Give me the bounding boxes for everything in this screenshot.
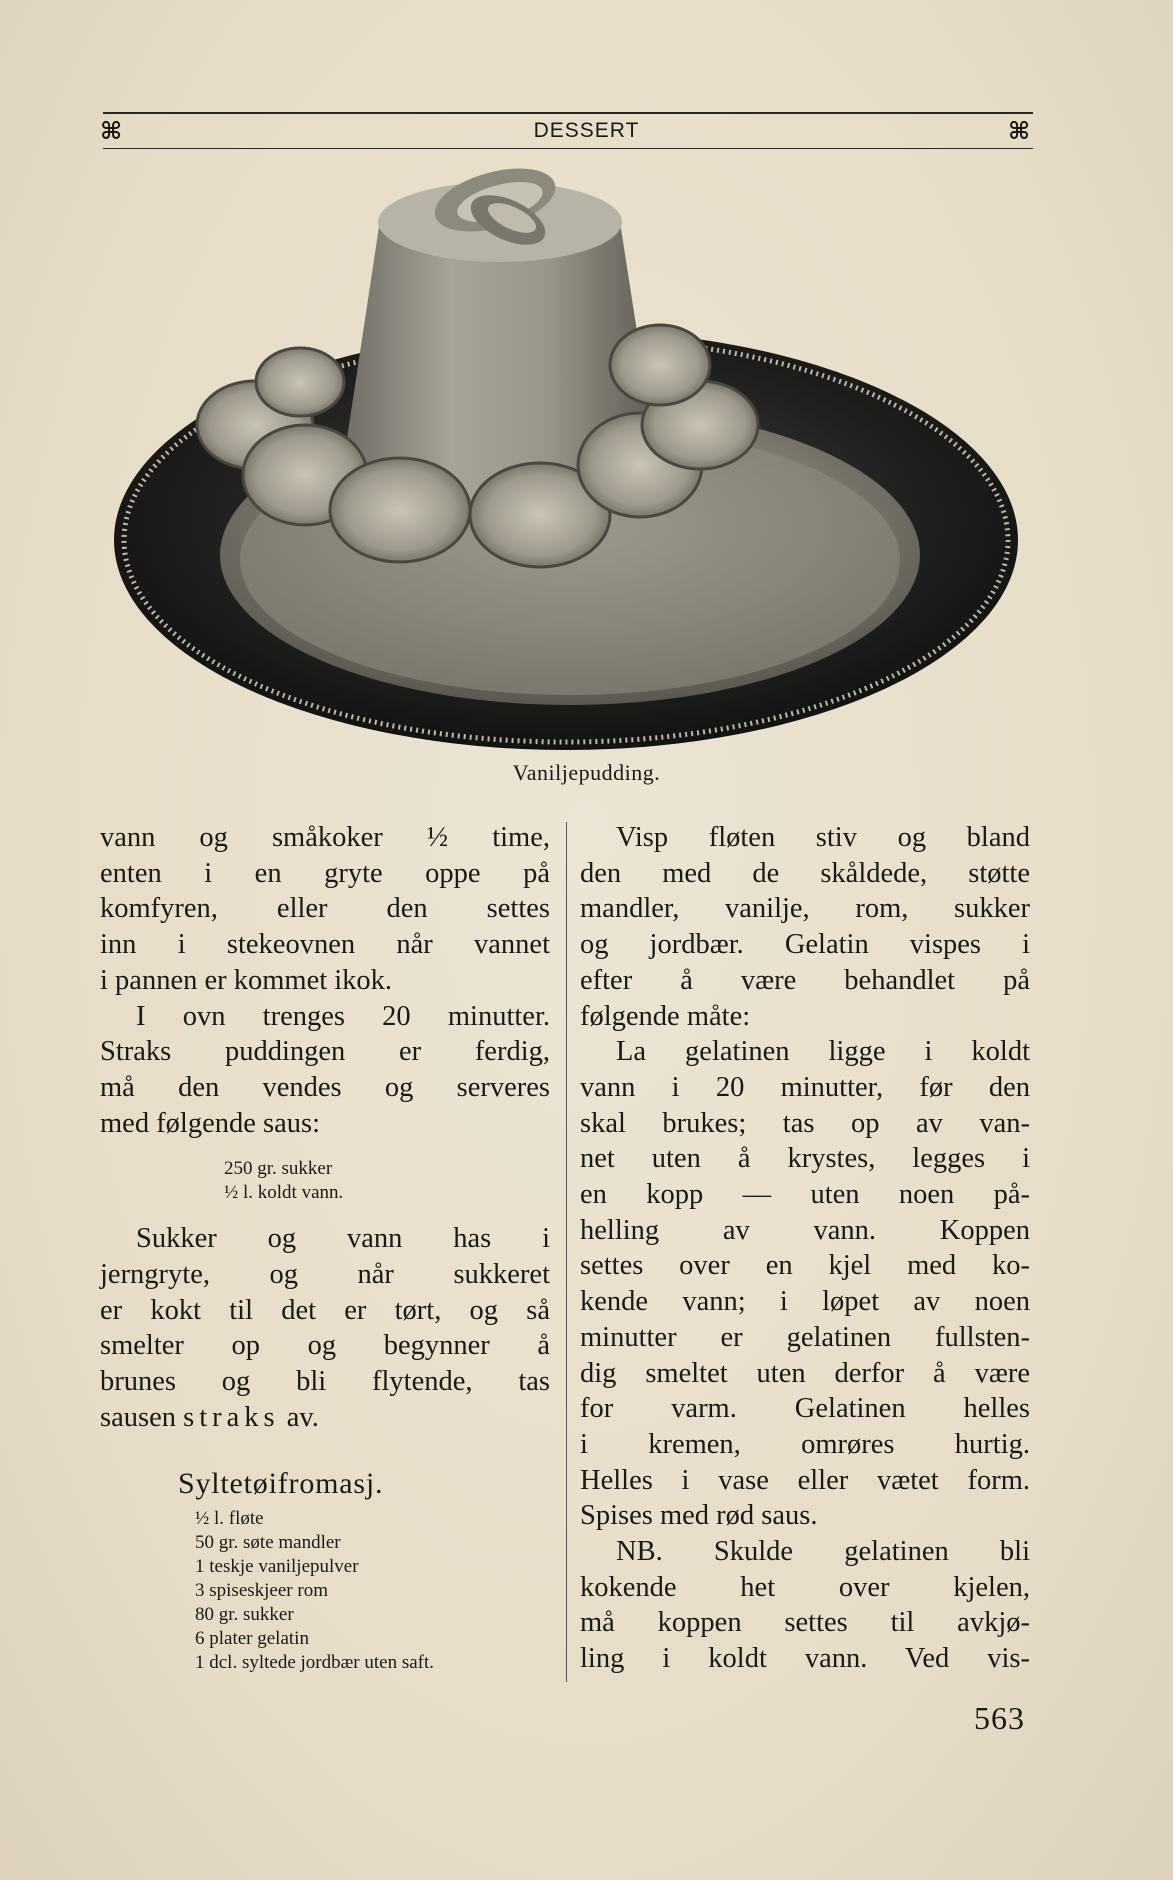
left-column — [100, 820, 550, 1691]
text-line: Straks puddingen er ferdig, — [100, 1036, 550, 1068]
text-line: net uten å krystes, legges i — [580, 1143, 1030, 1175]
left-paragraph-1 — [100, 820, 550, 999]
text-fragment: av. — [279, 1401, 319, 1433]
text-line — [100, 1400, 550, 1436]
ingredient-item: ½ l. koldt vann. — [224, 1182, 344, 1204]
ingredient-item: 50 gr. søte mandler — [195, 1532, 341, 1554]
text-line: minutter er gelatinen fullsten- — [580, 1321, 1030, 1353]
text-line: enten i en gryte oppe på — [100, 857, 550, 889]
text-line: settes over en kjel med ko- — [580, 1250, 1030, 1282]
column-divider — [566, 822, 567, 1682]
sauce-ingredient-list — [100, 1157, 550, 1205]
text-line: Spises med rød saus. — [580, 1500, 818, 1532]
right-column — [580, 820, 1030, 1677]
text-line: ling i koldt vann. Ved vis- — [580, 1643, 1030, 1675]
text-line: må koppen settes til avkjø- — [580, 1607, 1030, 1639]
fromasj-ingredient-list — [100, 1507, 550, 1675]
text-fragment: sausen — [100, 1401, 184, 1433]
right-paragraph-1 — [580, 820, 1030, 1034]
left-paragraph-2 — [100, 999, 550, 1142]
text-line: helling av vann. Koppen — [580, 1214, 1030, 1246]
running-header-title: DESSERT — [533, 119, 640, 142]
text-line: følgende måte: — [580, 1000, 751, 1032]
text-line: jerngryte, og når sukkeret — [100, 1259, 550, 1291]
figure-caption: Vaniljepudding. — [512, 760, 661, 785]
text-line: La gelatinen ligge i koldt — [616, 1036, 1030, 1068]
text-line: og jordbær. Gelatin vispes i — [580, 929, 1030, 961]
ingredient-item: 1 teskje vaniljepulver — [195, 1556, 359, 1578]
text-line: i pannen er kommet ikok. — [100, 964, 393, 996]
text-line: kokende het over kjelen, — [580, 1571, 1030, 1603]
text-line: smelter op og begynner å — [100, 1330, 550, 1362]
ingredient-item: 250 gr. sukker — [224, 1158, 333, 1180]
text-line: inn i stekeovnen når vannet — [100, 929, 550, 961]
text-line: den med de skåldede, støtte — [580, 857, 1030, 889]
text-line: komfyren, eller den settes — [100, 893, 550, 925]
text-line: Sukker og vann has i — [136, 1223, 550, 1255]
right-paragraph-2 — [580, 1034, 1030, 1534]
text-line: efter å være behandlet på — [580, 964, 1030, 996]
text-line: NB. Skulde gelatinen bli — [616, 1536, 1030, 1568]
left-paragraph-3 — [100, 1221, 550, 1435]
text-line: kende vann; i løpet av noen — [580, 1286, 1030, 1318]
header-rule-top — [103, 112, 1033, 114]
text-line: I ovn trenges 20 minutter. — [136, 1000, 550, 1032]
ingredient-item: 3 spiseskjeer rom — [195, 1580, 328, 1602]
pudding-illustration — [100, 160, 1030, 760]
ingredient-item: 6 plater gelatin — [195, 1628, 309, 1650]
text-line: for varm. Gelatinen helles — [580, 1393, 1030, 1425]
recipe-subheading: Syltetøifromasj. — [178, 1466, 384, 1500]
text-line: en kopp — uten noen på- — [580, 1179, 1030, 1211]
text-line: Helles i vase eller vætet form. — [580, 1464, 1030, 1496]
text-line: vann og småkoker ½ time, — [100, 822, 550, 853]
ingredient-item: 1 dcl. syltede jordbær uten saft. — [195, 1652, 435, 1674]
ingredient-item: ½ l. fløte — [195, 1508, 264, 1530]
header-ornament-left: ⌘ — [100, 116, 123, 145]
text-line: mandler, vanilje, rom, sukker — [580, 893, 1030, 925]
text-line: Visp fløten stiv og bland — [616, 822, 1030, 853]
text-line: er kokt til det er tørt, og så — [100, 1294, 550, 1326]
emphasis-spaced: straks — [183, 1401, 280, 1433]
text-line: vann i 20 minutter, før den — [580, 1071, 1030, 1103]
ingredient-item: 80 gr. sukker — [195, 1604, 294, 1626]
text-line: skal brukes; tas op av van- — [580, 1107, 1030, 1139]
page-number: 563 — [974, 1700, 1025, 1736]
text-line: dig smeltet uten derfor å være — [580, 1357, 1030, 1389]
text-line: må den vendes og serveres — [100, 1071, 550, 1103]
text-line: med følgende saus: — [100, 1107, 321, 1139]
header-ornament-right: ⌘ — [1008, 116, 1031, 145]
header-rule-bottom — [103, 148, 1033, 149]
text-line: brunes og bli flytende, tas — [100, 1366, 550, 1398]
right-paragraph-3 — [580, 1534, 1030, 1677]
text-line: i kremen, omrøres hurtig. — [580, 1428, 1030, 1460]
